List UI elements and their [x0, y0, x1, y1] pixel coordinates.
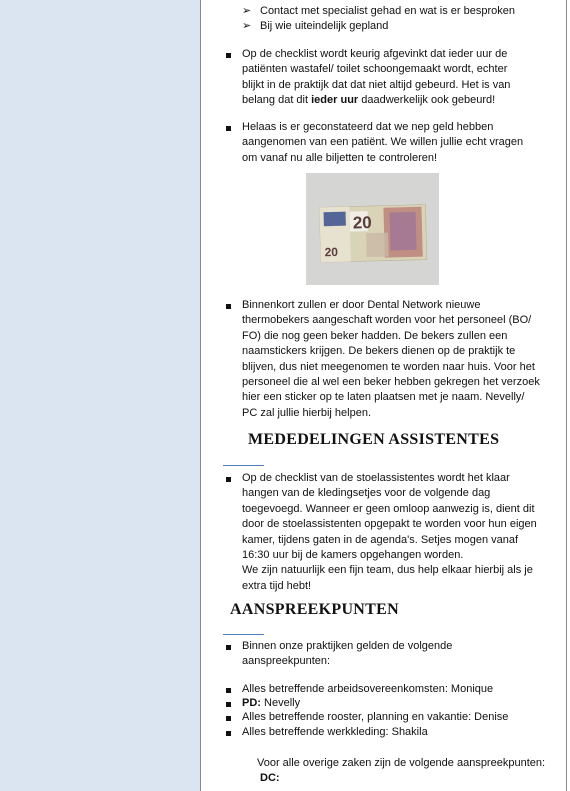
bullet-icon	[226, 716, 231, 721]
sub-item: Bij wie uiteindelijk gepland	[260, 20, 389, 32]
text-line: Op de checklist van de stoelassistentes wordt het klaar	[242, 472, 510, 484]
text-line: door de stoelassistenten opgepakt te worden voor hun eigen	[242, 518, 537, 531]
paragraph-nep-geld	[242, 120, 523, 166]
banknote-image	[306, 173, 439, 285]
svg-text:20: 20	[352, 213, 373, 233]
text-line: PC zal jullie hierbij helpen.	[242, 406, 372, 419]
bullet-icon	[226, 702, 231, 707]
dc-label: DC:	[260, 772, 280, 784]
text-line: toegevoegd. Wanneer er geen omloop aanwezig is, dient dit	[242, 502, 535, 515]
text-line: personeel die al wel een beker hebben gekregen het verzoek	[242, 376, 540, 389]
bullet-icon	[226, 477, 231, 482]
bold-text: ieder uur	[311, 94, 359, 107]
text-line: extra tijd hebt!	[242, 579, 312, 592]
paragraph-thermobekers	[242, 298, 540, 421]
section-heading-aanspreekpunten: AANSPREEKPUNTEN	[230, 601, 399, 618]
section-heading-assistentes: MEDEDELINGEN ASSISTENTES	[248, 431, 500, 448]
text-line: Op de checklist wordt keurig afgevinkt dat ieder uur de	[242, 48, 508, 60]
contact-item: Alles betreffende werkkleding: Shakila	[242, 726, 428, 738]
bullet-icon	[226, 645, 231, 650]
text-line: 16:30 uur bij de kamers opgehangen worden.	[242, 549, 464, 562]
paragraph-intro-aanspreekpunten	[242, 639, 452, 670]
contact-item: Alles betreffende arbeidsovereenkomsten: Monique	[242, 683, 494, 695]
text-line: hier een sticker op te laten plaatsen met je naam. Nevelly/	[242, 391, 525, 404]
bullet-icon	[226, 731, 231, 736]
heading-underline	[223, 634, 264, 635]
text-line: kamer, tijdens gaten in de agenda's. Setjes mogen vanaf	[242, 533, 519, 546]
arrow-bullet-icon: ➢	[242, 20, 252, 32]
banknote-photo	[306, 173, 439, 285]
sidebar-panel	[0, 0, 201, 791]
text-line: Binnenkort zullen er door Dental Network nieuwe	[242, 299, 481, 311]
text-line: aangenomen van een patiënt. We willen jullie echt vragen	[242, 136, 524, 149]
text-line: om vanaf nu alle biljetten te controleren!	[242, 151, 438, 164]
text-run: Nevelly	[260, 697, 301, 709]
sub-item: Contact met specialist gehad en wat is er besproken	[260, 5, 515, 17]
text-line: blijven, dus niet meegenomen te worden naar huis. Voor het	[242, 360, 535, 373]
paragraph-kledingsetjes	[242, 471, 537, 594]
contact-item: Alles betreffende rooster, planning en vakantie: Denise	[242, 711, 509, 723]
other-contacts-text: Voor alle overige zaken zijn de volgende aanspreekpunten:	[257, 757, 546, 769]
text-line: hangen van de kledingsetjes voor de volgende dag	[242, 487, 491, 500]
bullet-icon	[226, 53, 231, 58]
text-line: blijkt in de praktijk dat dat niet altijd gebeurd. Het is van	[242, 78, 511, 91]
bullet-icon	[226, 688, 231, 693]
text-line: Binnen onze praktijken gelden de volgende	[242, 640, 453, 652]
bullet-icon	[226, 126, 231, 131]
text-line: We zijn natuurlijk een fijn team, dus help elkaar hierbij als je	[242, 564, 533, 577]
document-content	[201, 0, 566, 791]
text-line: Helaas is er geconstateerd dat we nep geld hebben	[242, 121, 494, 133]
svg-text:20: 20	[324, 244, 339, 260]
bullet-icon	[226, 304, 231, 309]
arrow-bullet-icon: ➢	[242, 5, 252, 17]
page-border	[566, 0, 567, 791]
text-line: naamstickers krijgen. De bekers dienen op de praktijk te	[242, 345, 516, 358]
text-run: daadwerkelijk ook gebeurd!	[358, 94, 496, 107]
bold-text: PD:	[242, 697, 261, 709]
text-line: patiënten wastafel/ toilet schoongemaakt wordt, echter	[242, 63, 508, 76]
text-line: FO) die nog geen beker hadden. De bekers zullen een	[242, 329, 508, 342]
text-line: thermobekers aangeschaft worden voor het personeel (BO/	[242, 314, 532, 327]
text-line: aanspreekpunten:	[242, 655, 331, 668]
heading-underline	[223, 465, 264, 466]
text-line	[242, 93, 510, 108]
paragraph-checklist-wastafel	[242, 47, 510, 109]
text-run: belang dat dit	[242, 94, 312, 107]
